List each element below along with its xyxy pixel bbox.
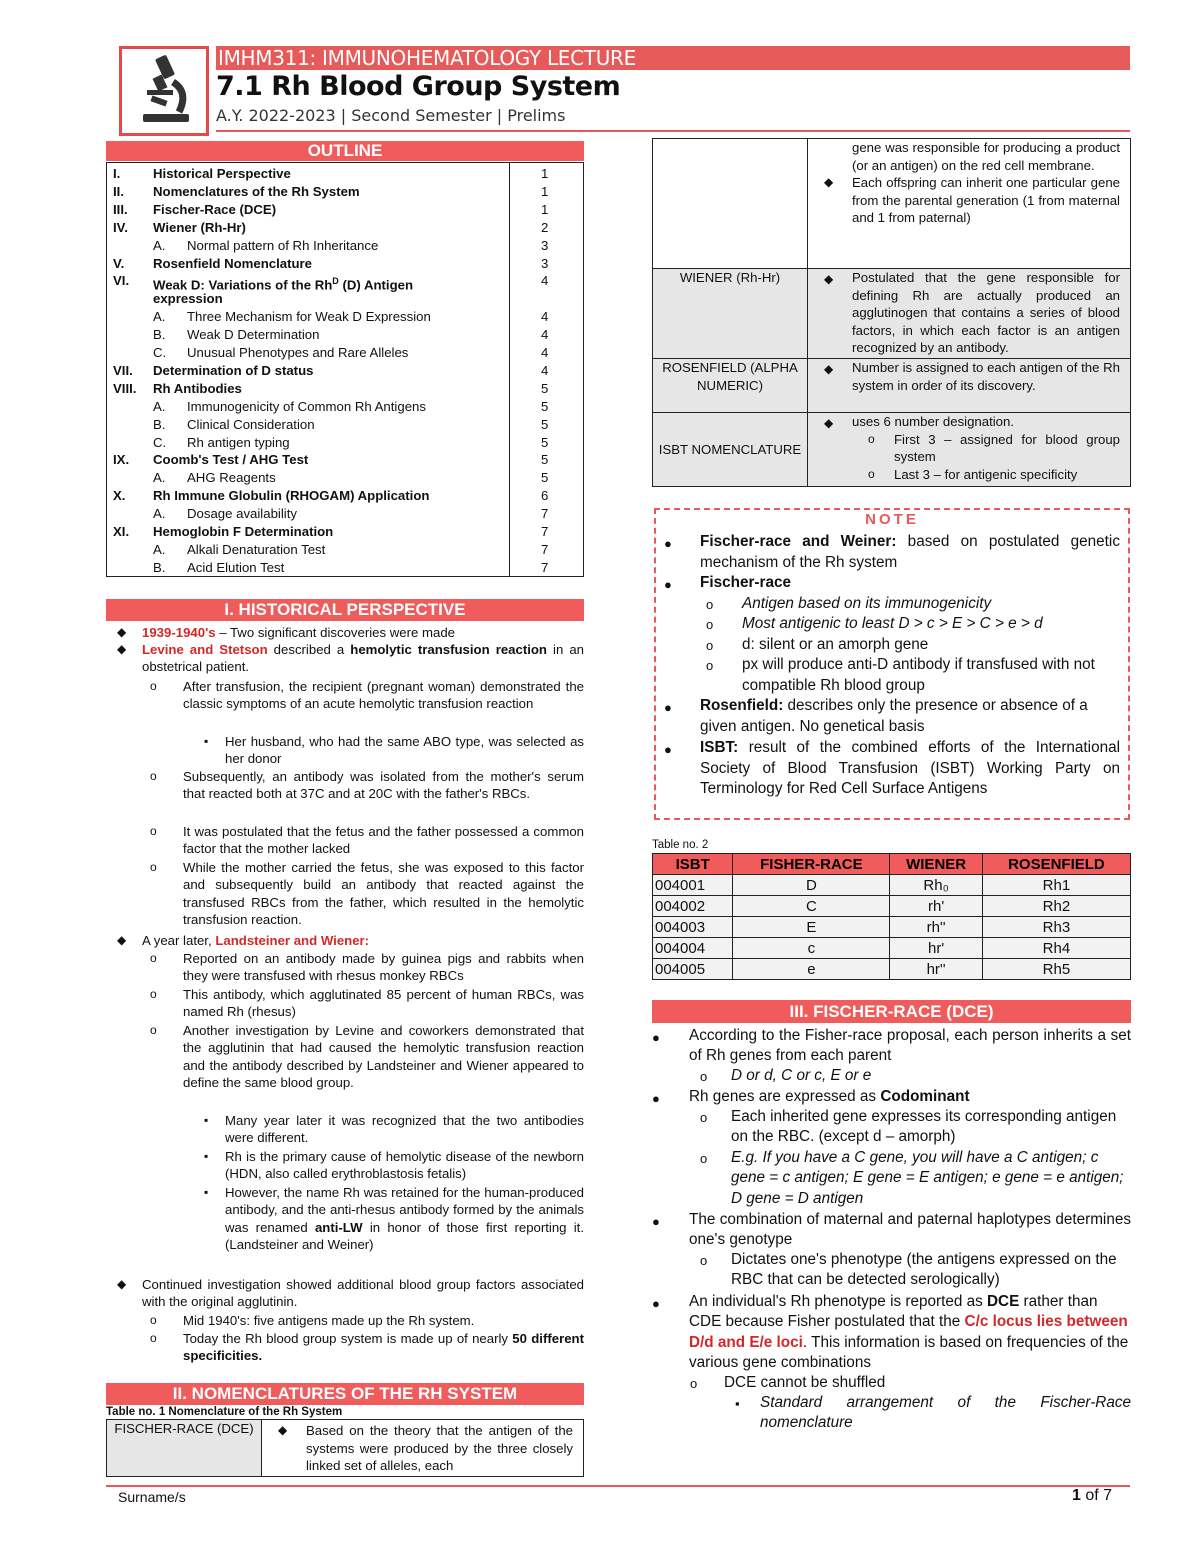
table-1-caption: Table no. 1 Nomenclature of the Rh System — [106, 1406, 343, 1418]
bullet-icon: ◆ — [824, 416, 834, 430]
circle-bullet-icon: o — [700, 1253, 708, 1268]
note-item-2-o1: Antigen based on its immunogenicity — [742, 595, 992, 612]
square-bullet-icon: ▪ — [204, 1185, 209, 1199]
outline-page: 5 — [541, 416, 549, 432]
table-cell: Rh5 — [982, 959, 1130, 980]
s1-bullet-3: A year later, Landsteiner and Wiener: — [142, 933, 370, 948]
outline-page: 5 — [541, 398, 549, 414]
outline-number: A. — [153, 237, 166, 253]
circle-bullet-icon: o — [150, 679, 157, 693]
s1-b2-o4: While the mother carried the fetus, she was exposed to this factor and subsequently build an antibody that reacted against the transfused RBCs from the father, which resulted in the hemolytic transfusion reaction. — [183, 860, 584, 928]
outline-text: Three Mechanism for Weak D Expression — [187, 309, 431, 325]
outline-number: C. — [153, 434, 167, 450]
s1-b3-o1: Reported on an antibody made by guinea pigs and rabbits when they were transfused with rhesus monkey RBCs — [183, 951, 584, 984]
outline-number: A. — [153, 398, 166, 414]
outline-page: 1 — [541, 166, 549, 181]
table-row — [653, 917, 1131, 938]
circle-bullet-icon: o — [150, 860, 157, 874]
nomenclature-table-1-cont: gene was responsible for producing a product (or an antigen) on the red cell membrane. ◆ Each offspring can inherit one particular gene from the parental generation (1 from maternal and 1 from paternal) WIENER (Rh-Hr) ◆ Postulated that the gene responsible for defining Rh are actually produced an agglutinogen that contains a series of blood factors, in which each factor is an antigen recognized by an antibody. ROSENFIELD (ALPHA NUMERIC) ◆ Number is assigned to each antigen of the Rh system in order of its discovery. ISBT NOMENCLATURE ◆ uses 6 number designation. o First 3 – assigned for blood group system o Last 3 – for antigenic specificity — [652, 138, 1131, 487]
note-item-1: Fischer-race and Weiner: based on postulated genetic mechanism of the Rh system — [700, 533, 1120, 571]
circle-bullet-icon: o — [700, 1069, 708, 1084]
isbt-label: ISBT NOMENCLATURE — [653, 413, 808, 487]
s1-b4-o1: Mid 1940's: five antigens made up the Rh system. — [183, 1313, 475, 1328]
table-cell: 004005 — [653, 959, 733, 980]
s3-b1-o1: D or d, C or c, E or e — [731, 1067, 872, 1084]
outline-row — [107, 290, 585, 308]
s3-bullet-3: The combination of maternal and paternal haplotypes determines one's genotype — [689, 1211, 1131, 1249]
wiener-text: Postulated that the gene responsible for defining Rh are actually produced an agglutinogen that contains a series of blood factors, in which each factor is an antigen recognized by an antibody. — [852, 270, 1120, 355]
table-2-caption: Table no. 2 — [652, 839, 709, 851]
outline-text: Unusual Phenotypes and Rare Alleles — [187, 345, 409, 360]
outline-row — [107, 416, 585, 434]
outline-text: Rh Antibodies — [153, 380, 242, 396]
outline-text: Nomenclatures of the Rh System — [153, 183, 360, 199]
note-item-4: ISBT: result of the combined efforts of the International Society of Blood Transfusion (ISBT) Working Party on Terminology for Red Cell Surface Antigens — [700, 739, 1120, 797]
outline-page: 2 — [541, 219, 549, 235]
outline-number: IX. — [113, 452, 130, 468]
outline-page: 5 — [541, 470, 549, 486]
circle-bullet-icon: o — [150, 951, 157, 965]
outline-row — [107, 398, 585, 416]
outline-text: Acid Elution Test — [187, 559, 285, 575]
table-cell: Rh1 — [982, 875, 1130, 896]
outline-row — [107, 487, 585, 505]
microscope-icon — [129, 52, 199, 130]
outline-row — [107, 469, 585, 487]
s1-b2-o3: It was postulated that the fetus and the father possessed a common factor that the mother lacked — [183, 824, 584, 857]
outline-number: A. — [153, 541, 166, 557]
table-cell: c — [733, 938, 890, 959]
table-cell: hr'' — [890, 959, 982, 980]
circle-bullet-icon: o — [150, 987, 157, 1001]
circle-bullet-icon: o — [150, 1331, 157, 1345]
table-2 — [652, 853, 1131, 980]
page-subtitle: A.Y. 2022-2023 | Second Semester | Prelims — [216, 106, 566, 125]
page-number: 1 of 7 — [1072, 1487, 1113, 1504]
outline-text: Clinical Consideration — [187, 416, 315, 432]
s1-b3-o3: Another investigation by Levine and coworkers demonstrated that the agglutinin that had caused the hemolytic transfusion reaction and the antibody described by Landsteiner and Wiener appeared to define the same blood group. — [183, 1023, 584, 1091]
bullet-icon: ● — [664, 742, 672, 757]
footer-divider — [106, 1485, 1130, 1487]
s3-bullet-4: An individual's Rh phenotype is reported as DCE rather than CDE because Fisher postulated that the C/c locus lies between D/d and E/e loci. This information is based on frequencies of the various gene combinations — [689, 1293, 1129, 1371]
table-cell: 004001 — [653, 875, 733, 896]
s1-bullet-2: Levine and Stetson described a hemolytic transfusion reaction in an obstetrical patient. — [142, 642, 584, 675]
table-cell: C — [733, 896, 890, 917]
outline-number: V. — [113, 255, 125, 271]
circle-bullet-icon: o — [700, 1110, 708, 1125]
outline-table — [106, 162, 584, 577]
circle-bullet-icon: o — [868, 466, 875, 481]
s1-b3-o3-s2: Rh is the primary cause of hemolytic disease of the newborn (HDN, also called erythroblastosis fetalis) — [225, 1149, 584, 1182]
outline-row — [107, 505, 585, 523]
outline-number: B. — [153, 416, 166, 432]
bullet-icon: ◆ — [824, 362, 834, 376]
outline-title: OUTLINE — [106, 141, 584, 161]
header-divider — [216, 130, 1130, 132]
rosenfield-text: Number is assigned to each antigen of the Rh system in order of its discovery. — [852, 360, 1120, 393]
outline-row — [107, 308, 585, 326]
bullet-icon: ● — [652, 1030, 660, 1045]
outline-number: B. — [153, 559, 166, 575]
outline-text: expression — [153, 291, 223, 307]
table-cell: 004002 — [653, 896, 733, 917]
outline-number: I. — [113, 166, 121, 181]
table-row — [653, 938, 1131, 959]
s3-bullet-2: Rh genes are expressed as Codominant — [689, 1088, 970, 1105]
outline-row — [107, 255, 585, 273]
outline-number: VIII. — [113, 380, 137, 396]
outline-row — [107, 559, 585, 577]
outline-text: Fischer-Race (DCE) — [153, 201, 277, 217]
table-cell: E — [733, 917, 890, 938]
square-bullet-icon: ▪ — [735, 1396, 740, 1411]
outline-page: 4 — [541, 362, 549, 378]
circle-bullet-icon: o — [150, 824, 157, 838]
outline-number: VII. — [113, 362, 133, 378]
outline-row — [107, 165, 585, 183]
outline-page: 5 — [541, 452, 549, 468]
outline-page: 4 — [541, 345, 549, 360]
s1-bullet-4: Continued investigation showed additional blood group factors associated with the original agglutinin. — [142, 1277, 584, 1310]
bullet-icon: ◆ — [824, 272, 834, 286]
outline-number: III. — [113, 201, 128, 217]
table-cell: e — [733, 959, 890, 980]
outline-text: Dosage availability — [187, 506, 297, 522]
outline-text: AHG Reagents — [187, 470, 276, 486]
outline-page: 5 — [541, 380, 549, 396]
s1-b2-o2: Subsequently, an antibody was isolated from the mother's serum that reacted both at 37C and at 20C with the father's RBCs. — [183, 769, 584, 802]
bullet-icon: ● — [652, 1214, 660, 1229]
table-cell: 004003 — [653, 917, 733, 938]
outline-text: Weak D: Variations of the $Rh^D$ (D) Antigen — [153, 276, 414, 293]
outline-page: 4 — [541, 273, 549, 289]
outline-page: 4 — [541, 309, 549, 325]
section-2-title: II. NOMENCLATURES OF THE RH SYSTEM — [106, 1383, 584, 1405]
s1-b3-o3-s3: However, the name Rh was retained for the human-produced antibody, and the anti-rhesus antibody formed by the animals was renamed anti-LW in honor of those first reporting it. (Landsteiner and Weiner) — [225, 1185, 585, 1253]
wiener-label: WIENER (Rh-Hr) — [653, 269, 808, 359]
s3-b2-o1: Each inherited gene expresses its corresponding antigen on the RBC. (except d – amorph) — [731, 1108, 1117, 1146]
page-title: 7.1 Rh Blood Group System — [216, 71, 621, 102]
outline-page: 5 — [541, 434, 549, 450]
table-cell: rh' — [890, 896, 982, 917]
s3-b3-o1: Dictates one's phenotype (the antigens expressed on the RBC that can be detected serologically) — [731, 1251, 1117, 1289]
outline-row — [107, 183, 585, 201]
outline-row — [107, 344, 585, 362]
outline-text: Alkali Denaturation Test — [187, 541, 326, 557]
outline-number: XI. — [113, 524, 130, 539]
outline-number: A. — [153, 470, 166, 486]
outline-page: 4 — [541, 327, 549, 343]
table-row — [653, 896, 1131, 917]
outline-row — [107, 541, 585, 559]
outline-page: 7 — [541, 506, 549, 522]
outline-text: Hemoglobin F Determination — [153, 524, 334, 539]
table-cell: Rh₀ — [890, 875, 982, 896]
s1-b3-o2: This antibody, which agglutinated 85 percent of human RBCs, was named Rh (rhesus) — [183, 987, 584, 1020]
outline-number: X. — [113, 488, 126, 504]
outline-text: Historical Perspective — [153, 166, 291, 181]
bullet-icon: ◆ — [117, 933, 127, 947]
outline-page: 6 — [541, 488, 549, 504]
circle-bullet-icon: o — [706, 617, 714, 632]
outline-row — [107, 272, 585, 293]
outline-text: Rh Immune Globulin (RHOGAM) Application — [153, 488, 430, 504]
outline-number: II. — [113, 183, 124, 199]
circle-bullet-icon: o — [706, 658, 714, 673]
note-item-2-o2: Most antigenic to least D > c > E > C > e > d — [742, 615, 1043, 632]
outline-text: Weak D Determination — [187, 327, 320, 343]
outline-page: 7 — [541, 524, 549, 539]
outline-number: B. — [153, 327, 166, 343]
note-item-2-o4: px will produce anti-D antibody if transfused with not compatible Rh blood group — [742, 656, 1095, 694]
table-cell: Rh2 — [982, 896, 1130, 917]
outline-row — [107, 362, 585, 380]
isbt-text: uses 6 number designation. — [852, 414, 1015, 429]
outline-number: A. — [153, 309, 166, 325]
bullet-icon: ● — [652, 1091, 660, 1106]
circle-bullet-icon: o — [150, 769, 157, 783]
section-3-title: III. FISCHER-RACE (DCE) — [652, 1000, 1131, 1023]
outline-row — [107, 219, 585, 237]
square-bullet-icon: ▪ — [204, 734, 209, 748]
note-title: NOTE — [865, 511, 919, 528]
outline-text: Rosenfield Nomenclature — [153, 255, 313, 271]
s3-bullet-1: According to the Fisher-race proposal, each person inherits a set of Rh genes from each parent — [689, 1027, 1131, 1065]
table-cell: Rh4 — [982, 938, 1130, 959]
outline-row — [107, 380, 585, 398]
square-bullet-icon: ▪ — [204, 1149, 209, 1163]
table-cell: rh'' — [890, 917, 982, 938]
rosenfield-label: ROSENFIELD (ALPHA NUMERIC) — [653, 359, 808, 413]
circle-bullet-icon: o — [706, 597, 714, 612]
note-item-3: Rosenfield: describes only the presence or absence of a given antigen. No genetical basis — [700, 697, 1088, 735]
bullet-icon: ◆ — [824, 175, 834, 189]
fr-text-cell: ◆ Based on the theory that the antigen of the systems were produced by the three closely linked set of alleles, each — [262, 1420, 584, 1477]
bullet-icon: ● — [652, 1296, 660, 1311]
outline-page: 3 — [541, 237, 549, 253]
table-2-header: FISHER-RACE — [733, 854, 890, 875]
table-2-header: ISBT — [653, 854, 733, 875]
circle-bullet-icon: o — [150, 1023, 157, 1037]
fr-label: FISCHER-RACE (DCE) — [107, 1420, 262, 1477]
table-cell: 004004 — [653, 938, 733, 959]
outline-number: VI. — [113, 273, 130, 289]
nomenclature-table-1 — [106, 1419, 584, 1477]
outline-text: Normal pattern of Rh Inheritance — [187, 237, 379, 253]
outline-page: 1 — [541, 201, 549, 217]
table-row — [653, 875, 1131, 896]
bullet-icon: ◆ — [278, 1423, 288, 1437]
table-cell: hr' — [890, 938, 982, 959]
s1-b4-o2: Today the Rh blood group system is made up of nearly 50 different specificities. — [183, 1331, 584, 1364]
circle-bullet-icon: o — [868, 431, 875, 446]
outline-page: 1 — [541, 183, 549, 199]
bullet-icon: ● — [664, 536, 672, 551]
table-cell: D — [733, 875, 890, 896]
circle-bullet-icon: o — [690, 1376, 698, 1391]
fr-cont-2: Each offspring can inherit one particular gene from the parental generation (1 from maternal and 1 from paternal) — [852, 175, 1120, 225]
table-2-header: ROSENFIELD — [982, 854, 1130, 875]
circle-bullet-icon: o — [150, 1313, 157, 1327]
table-cell: Rh3 — [982, 917, 1130, 938]
outline-text: Rh antigen typing — [187, 434, 290, 450]
fr-cont-1: gene was responsible for producing a product (or an antigen) on the red cell membrane. — [852, 140, 1120, 173]
outline-row — [107, 523, 585, 541]
bullet-icon: ◆ — [117, 625, 127, 639]
s1-b2-o1: After transfusion, the recipient (pregnant woman) demonstrated the classic symptoms of an acute hemolytic transfusion reaction — [183, 679, 584, 712]
circle-bullet-icon: o — [706, 638, 714, 653]
s1-b2-o1-s1: Her husband, who had the same ABO type, was selected as her donor — [225, 734, 584, 767]
note-item-2-o3: d: silent or an amorph gene — [742, 636, 929, 653]
note-item-2: Fischer-race — [700, 574, 791, 591]
s1-bullet-1: 1939-1940's – Two significant discoveries were made — [142, 625, 455, 640]
outline-row — [107, 451, 585, 469]
bullet-icon: ◆ — [117, 1277, 127, 1291]
outline-row — [107, 326, 585, 344]
s1-b3-o3-s1: Many year later it was recognized that the two antibodies were different. — [225, 1113, 584, 1146]
outline-number: A. — [153, 506, 166, 522]
outline-number: C. — [153, 345, 167, 360]
outline-row — [107, 237, 585, 255]
bullet-icon: ● — [664, 700, 672, 715]
outline-number: IV. — [113, 219, 128, 235]
bullet-icon: ◆ — [117, 642, 127, 656]
footer-surname: Surname/s — [118, 1489, 186, 1505]
s3-b4-o1: DCE cannot be shuffled — [724, 1374, 886, 1391]
outline-page: 3 — [541, 255, 549, 271]
outline-page: 7 — [541, 541, 549, 557]
course-bar: IMHM311: IMMUNOHEMATOLOGY LECTURE — [216, 46, 1130, 70]
outline-text: Coomb's Test / AHG Test — [153, 452, 309, 468]
bullet-icon: ● — [664, 577, 672, 592]
outline-row — [107, 201, 585, 219]
square-bullet-icon: ▪ — [204, 1113, 209, 1127]
outline-text: Determination of D status — [153, 362, 314, 378]
circle-bullet-icon: o — [700, 1151, 708, 1166]
outline-text: Wiener (Rh-Hr) — [153, 219, 246, 235]
outline-text: Immunogenicity of Common Rh Antigens — [187, 398, 426, 414]
section-1-title: I. HISTORICAL PERSPECTIVE — [106, 599, 584, 621]
s3-b2-o2: E.g. If you have a C gene, you will have a C antigen; c gene = c antigen; E gene = E antigen; e gene = e antigen; D gene = D antigen — [731, 1149, 1124, 1207]
logo — [119, 46, 209, 136]
table-2-header: WIENER — [890, 854, 982, 875]
outline-page: 7 — [541, 559, 549, 575]
outline-row — [107, 434, 585, 452]
table-row — [653, 959, 1131, 980]
s3-b4-o1-s1: Standard arrangement of the Fischer-Race nomenclature — [760, 1394, 1131, 1432]
